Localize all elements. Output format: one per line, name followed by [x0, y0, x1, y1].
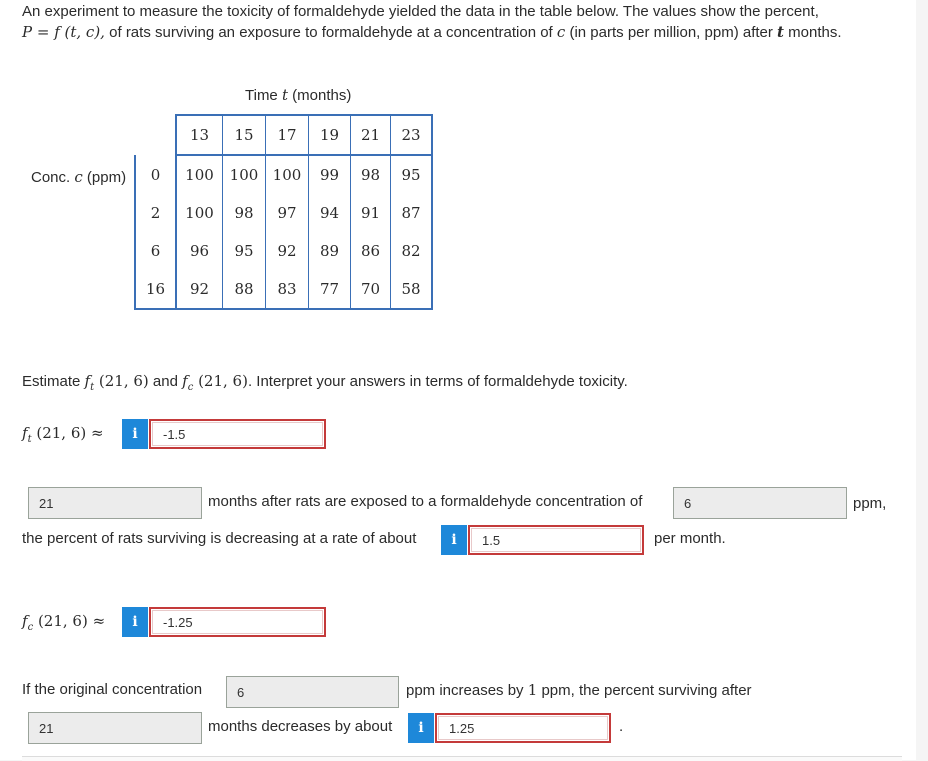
time-header-cell: 17 — [266, 115, 309, 155]
time-header-cell: 21 — [351, 115, 391, 155]
conc-header-cell: 2 — [135, 194, 176, 232]
question-intro — [22, 2, 902, 43]
rate-answer-field[interactable]: 1.5 — [468, 525, 644, 555]
table-row — [135, 194, 432, 232]
table-row — [135, 232, 432, 270]
table-cell: 82 — [391, 232, 433, 270]
fc-label: $f_c$ (21, 6) ≈ — [22, 612, 106, 633]
ppm-unit-text: ppm, — [853, 495, 887, 512]
concentration-dropdown[interactable]: 6 — [226, 676, 399, 708]
time-header-row — [135, 115, 432, 155]
function-definition: P = f (t, c), — [22, 23, 105, 41]
time-header-cell: 19 — [309, 115, 351, 155]
table-cell: 88 — [223, 270, 266, 309]
table-cell: 87 — [391, 194, 433, 232]
table-cell: 58 — [391, 270, 433, 309]
table-cell: 100 — [176, 194, 223, 232]
interp2-text-b: ppm increases by 1 ppm, the percent surviving after — [406, 681, 752, 699]
ft-answer-field[interactable]: -1.5 — [149, 419, 326, 449]
table-cell: 99 — [309, 155, 351, 194]
interp2-text-c: months decreases by about — [208, 718, 393, 735]
period-text: . — [619, 718, 624, 735]
info-icon[interactable]: i — [122, 607, 148, 637]
table-cell: 97 — [266, 194, 309, 232]
interp2-text-a: If the original concentration — [22, 681, 203, 698]
interp1-text-b: the percent of rats surviving is decreasing at a rate of about — [22, 530, 417, 547]
info-icon[interactable]: i — [122, 419, 148, 449]
survival-data-table — [134, 114, 433, 310]
table-cell: 94 — [309, 194, 351, 232]
table-cell: 86 — [351, 232, 391, 270]
table-cell: 92 — [266, 232, 309, 270]
table-cell: 83 — [266, 270, 309, 309]
table-cell: 95 — [223, 232, 266, 270]
interp1-text-a: months after rats are exposed to a formaldehyde concentration of — [208, 493, 643, 510]
info-icon[interactable]: i — [408, 713, 434, 743]
decrease-answer-field[interactable]: 1.25 — [435, 713, 611, 743]
conc-header-cell: 0 — [135, 155, 176, 194]
table-cell: 100 — [176, 155, 223, 194]
intro-line-1: An experiment to measure the toxicity of formaldehyde yielded the data in the table below. The values show the percent, — [22, 3, 819, 20]
table-cell: 100 — [223, 155, 266, 194]
table-row — [135, 270, 432, 309]
concentration-axis-label: Conc. c (ppm) — [31, 168, 127, 186]
table-cell: 96 — [176, 232, 223, 270]
time-header-cell: 15 — [223, 115, 266, 155]
time-header-cell: 23 — [391, 115, 433, 155]
conc-header-cell: 16 — [135, 270, 176, 309]
table-row — [135, 155, 432, 194]
conc-header-cell: 6 — [135, 232, 176, 270]
months-dropdown[interactable]: 21 — [28, 487, 202, 519]
fc-answer-field[interactable]: -1.25 — [149, 607, 326, 637]
table-cell: 91 — [351, 194, 391, 232]
table-cell: 100 — [266, 155, 309, 194]
table-cell: 92 — [176, 270, 223, 309]
table-cell: 98 — [223, 194, 266, 232]
months-dropdown[interactable]: 21 — [28, 712, 202, 744]
table-cell: 98 — [351, 155, 391, 194]
concentration-dropdown[interactable]: 6 — [673, 487, 847, 519]
time-axis-label: Time t (months) — [245, 86, 352, 104]
table-cell: 89 — [309, 232, 351, 270]
per-month-text: per month. — [654, 530, 726, 547]
intro-line-2: P = f (t, c), of rats surviving an exposure to formaldehyde at a concentration of c (in parts per million, ppm) after t months. — [22, 23, 842, 41]
table-cell: 95 — [391, 155, 433, 194]
table-cell: 70 — [351, 270, 391, 309]
table-cell: 77 — [309, 270, 351, 309]
info-icon[interactable]: i — [441, 525, 467, 555]
estimate-prompt: Estimate $f_t$ (21, 6) and $f_c$ (21, 6). Interpret your answers in terms of formaldehyde toxicity. — [22, 372, 628, 393]
ft-label: $f_t$ (21, 6) ≈ — [22, 424, 104, 445]
divider — [22, 756, 902, 761]
time-header-cell: 13 — [176, 115, 223, 155]
